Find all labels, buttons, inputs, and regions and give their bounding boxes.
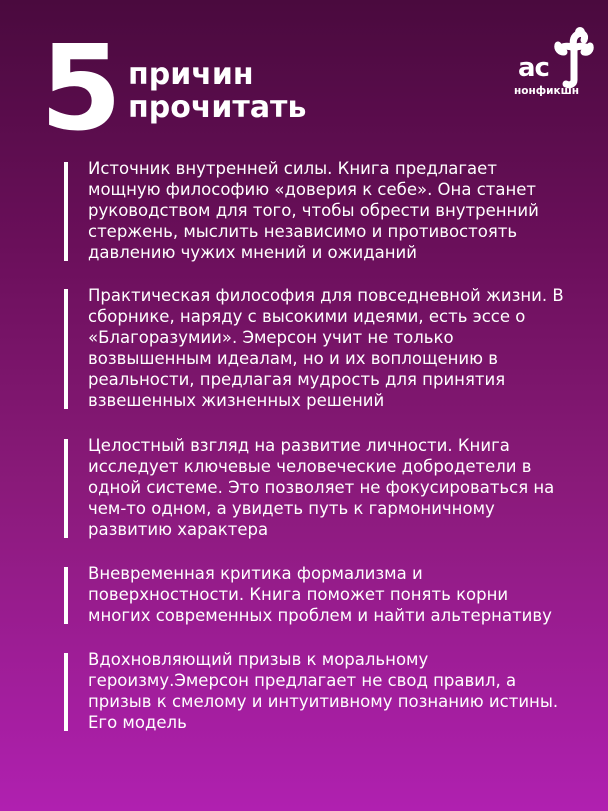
- title-line-2: прочитать: [128, 90, 307, 125]
- title-line-1: причин: [128, 57, 254, 92]
- page-title: [128, 58, 306, 124]
- reason-item-1: Источник внутренней силы. Книга предлагает мощную философию «доверия к себе». Она станет руководством для того, чтобы обрести внутренний стержень, мыслить независимо и противостоять давлению чужих мнений и ожиданий: [64, 158, 572, 263]
- reason-item-3: Целостный взгляд на развитие личности. Книга исследует ключевые человеческие добродетели в одной системе. Это позволяет не фокусироваться на чем-то одном, а увидеть путь к гармоничному развитию характера: [64, 435, 572, 540]
- big-number: 5: [40, 19, 121, 157]
- reasons-list: [64, 158, 572, 733]
- logo-subtext: нонфикшн: [514, 85, 580, 97]
- logo-text: ac: [518, 53, 549, 83]
- reason-item-5: Вдохновляющий призыв к моральному героизму.Эмерсон предлагает не свод правил, а призыв к смелому и интуитивному познанию истины. Его модель: [64, 649, 572, 733]
- reason-item-4: Вневременная критика формализма и поверхностности. Книга поможет понять корни многих современных проблем и найти альтернативу: [64, 563, 572, 626]
- publisher-logo: [502, 18, 608, 128]
- header: [40, 19, 580, 157]
- reason-item-2: Практическая философия для повседневной жизни. В сборнике, наряду с высокими идеями, есть эссе о «Благоразумии». Эмерсон учит не только возвышенным идеалам, но и их воплощению в реальности, предлагая мудрость для принятия взвешенных жизненных решений: [64, 285, 572, 411]
